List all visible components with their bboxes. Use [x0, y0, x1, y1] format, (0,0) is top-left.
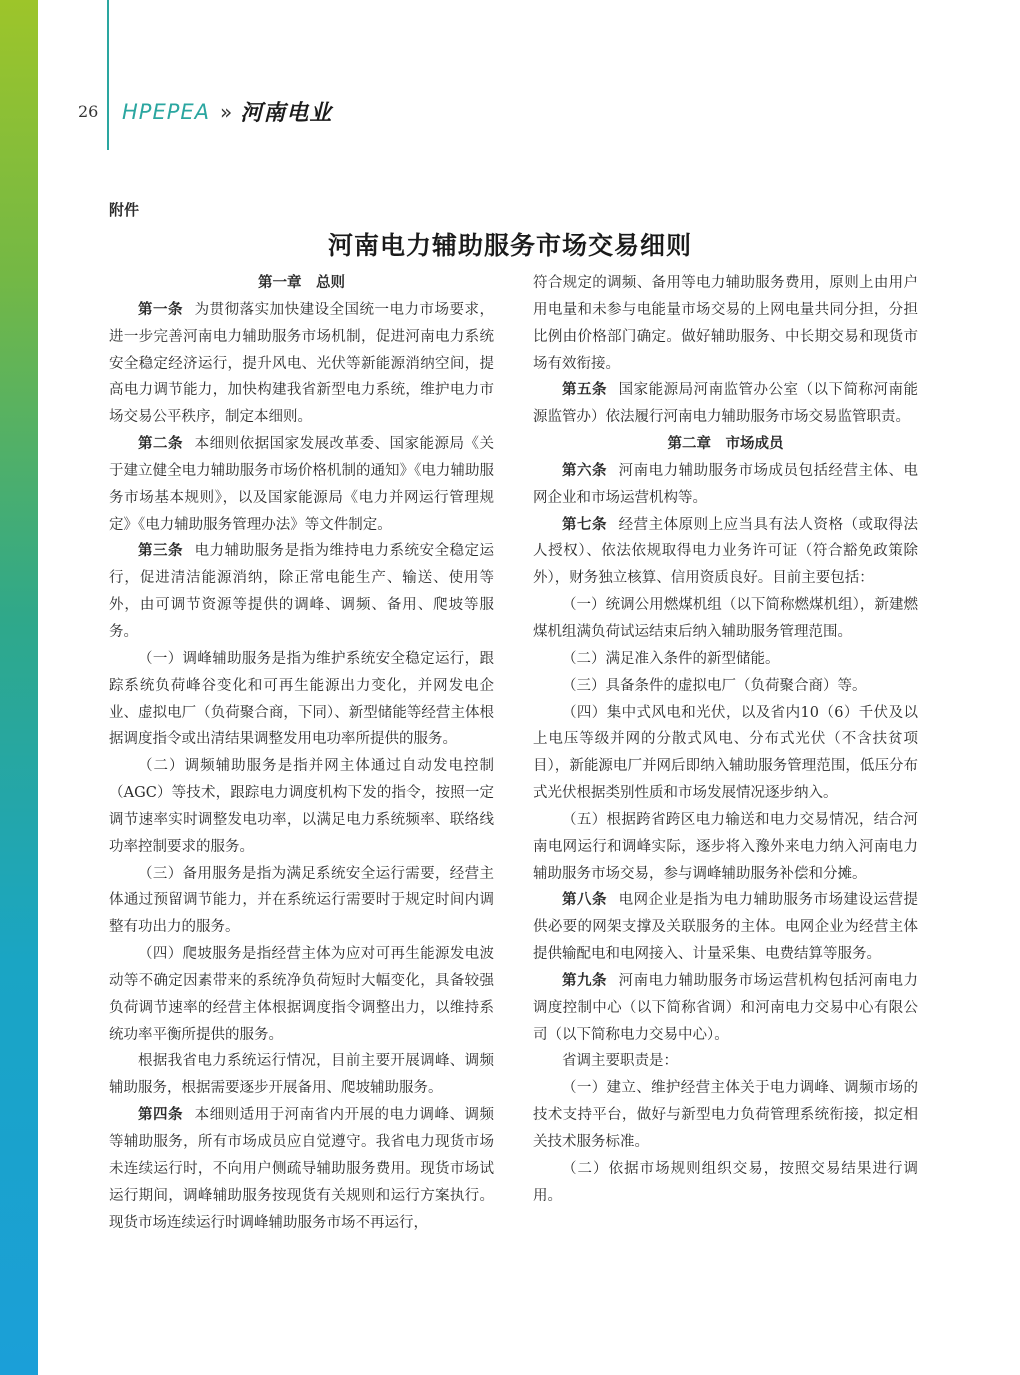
chapter-heading: 第二章 市场成员 — [667, 436, 784, 453]
article-label: 第七条 — [562, 516, 607, 533]
article-label: 第一条 — [138, 301, 183, 318]
article-text: 本细则适用于河南省内开展的电力调峰、调频等辅助服务，所有市场成员应自觉遵守。我省电力现货市场未连续运行时，不向用户侧疏导辅助服务费用。现货市场试运行期间，调峰辅助服务按现货有关规则和运行方案执行。现货市场连续运行时调峰辅助服务市场不再运行， — [109, 1107, 495, 1231]
article-7 — [533, 512, 918, 593]
duties-intro: 省调主要职责是： — [562, 1053, 678, 1070]
article-text: 为贯彻落实加快建设全国统一电力市场要求，进一步完善河南电力辅助服务市场机制，促进河南电力系统安全稳定经济运行，提升风电、光伏等新能源消纳空间，提高电力调节能力，加快构建我省新型电力系统，维护电力市场交易公平秩序，制定本细则。 — [109, 301, 495, 426]
article-4 — [109, 1102, 494, 1236]
article-text: 河南电力辅助服务市场成员包括经营主体、电网企业和市场运营机构等。 — [533, 462, 919, 506]
article-text: 国家能源局河南监管办公室（以下简称河南能源监管办）依法履行河南电力辅助服务市场交易监管职责。 — [533, 382, 919, 426]
article-text: 电网企业是指为电力辅助服务市场建设运营提供必要的网架支撑及关联服务的主体。电网企业为经营主体提供输配电和电网接入、计量采集、电费结算等服务。 — [533, 892, 919, 963]
article-3-item-1: （一）调峰辅助服务是指为维护系统安全稳定运行，跟踪系统负荷峰谷变化和可再生能源出力变化，并网发电企业、虚拟电厂（负荷聚合商，下同）、新型储能等经营主体根据调度指令或出清结果调整发用电功率所提供的服务。 — [109, 650, 494, 748]
article-label: 第五条 — [562, 382, 607, 399]
page-number: 26 — [78, 102, 99, 121]
document-title: 河南电力辅助服务市场交易细则 — [327, 231, 692, 260]
article-7-item-4: （四）集中式风电和光伏，以及省内10（6）千伏及以上电压等级并网的分散式风电、分布式光伏（不含扶贫项目），新能源电厂并网后即纳入辅助服务管理范围，低压分布式光伏根据类别性质和市场发展情况逐步纳入。 — [533, 704, 918, 802]
article-7-item-1: （一）统调公用燃煤机组（以下简称燃煤机组），新建燃煤机组满负荷试运结束后纳入辅助服务管理范围。 — [533, 597, 918, 640]
article-4-continued: 符合规定的调频、备用等电力辅助服务费用，原则上由用户用电量和未参与电能量市场交易的上网电量共同分担，分担比例由价格部门确定。做好辅助服务、中长期交易和现货市场有效衔接。 — [533, 275, 918, 372]
article-6 — [533, 458, 918, 512]
header-divider — [107, 0, 109, 150]
brand-latin-logo: HPEPEA — [122, 99, 211, 124]
brand-separator: » — [220, 99, 233, 124]
article-3-tail: 根据我省电力系统运行情况，目前主要开展调峰、调频辅助服务，根据需要逐步开展备用、爬坡辅助服务。 — [109, 1053, 494, 1097]
duty-item-2: （二）依据市场规则组织交易，按照交易结果进行调用。 — [533, 1160, 918, 1204]
article-label: 第八条 — [562, 892, 607, 909]
right-column — [533, 270, 918, 1210]
article-9 — [533, 968, 918, 1049]
article-8 — [533, 887, 918, 968]
article-1 — [109, 297, 494, 431]
decorative-side-stripe — [0, 0, 38, 1375]
article-7-item-2: （二）满足准入条件的新型储能。 — [562, 650, 780, 667]
article-text: 本细则依据国家发展改革委、国家能源局《关于建立健全电力辅助服务市场价格机制的通知》《电力辅助服务市场基本规则》，以及国家能源局《电力并网运行管理规定》《电力辅助服务管理办法》等文件制定。 — [109, 436, 495, 533]
article-text: 经营主体原则上应当具有法人资格（或取得法人授权）、依法依规取得电力业务许可证（符合豁免政策除外），财务独立核算、信用资质良好。目前主要包括： — [533, 516, 919, 587]
article-3 — [109, 538, 494, 645]
left-column — [109, 270, 494, 1236]
article-5 — [533, 377, 918, 431]
article-label: 第三条 — [138, 543, 183, 560]
chapter-heading: 第一章 总则 — [258, 275, 345, 291]
article-text: 河南电力辅助服务市场运营机构包括河南电力调度控制中心（以下简称省调）和河南电力交易中心有限公司（以下简称电力交易中心）。 — [533, 972, 919, 1043]
article-3-item-2: （二）调频辅助服务是指并网主体通过自动发电控制（AGC）等技术，跟踪电力调度机构下发的指令，按照一定调节速率实时调整发电功率，以满足电力系统频率、联络线功率控制要求的服务。 — [109, 758, 494, 855]
magazine-brand — [122, 96, 332, 127]
duty-item-1: （一）建立、维护经营主体关于电力调峰、调频市场的技术支持平台，做好与新型电力负荷管理系统衔接，拟定相关技术服务标准。 — [533, 1080, 918, 1150]
article-3-item-4: （四）爬坡服务是指经营主体为应对可再生能源发电波动等不确定因素带来的系统净负荷短时大幅变化，具备较强负荷调节速率的经营主体根据调度指令调整出力，以维持系统功率平衡所提供的服务。 — [109, 946, 494, 1043]
article-7-item-5: （五）根据跨省跨区电力输送和电力交易情况，结合河南电网运行和调峰实际，逐步将入豫外来电力纳入河南电力辅助服务市场交易，参与调峰辅助服务补偿和分摊。 — [533, 811, 918, 882]
brand-chinese-logo: 河南电业 — [240, 100, 333, 126]
article-label: 第六条 — [562, 462, 607, 479]
attachment-label: 附件 — [109, 201, 140, 219]
article-3-item-3: （三）备用服务是指为满足系统安全运行需要，经营主体通过预留调节能力，并在系统运行需要时于规定时间内调整有功出力的服务。 — [109, 865, 494, 936]
article-text: 电力辅助服务是指为维持电力系统安全稳定运行，促进清洁能源消纳，除正常电能生产、输送、使用等外，由可调节资源等提供的调峰、调频、备用、爬坡等服务。 — [109, 543, 495, 640]
article-label: 第九条 — [562, 972, 607, 989]
article-2 — [109, 431, 494, 538]
article-7-item-3: （三）具备条件的虚拟电厂（负荷聚合商）等。 — [562, 677, 867, 694]
article-label: 第二条 — [138, 436, 183, 453]
article-label: 第四条 — [138, 1107, 183, 1124]
